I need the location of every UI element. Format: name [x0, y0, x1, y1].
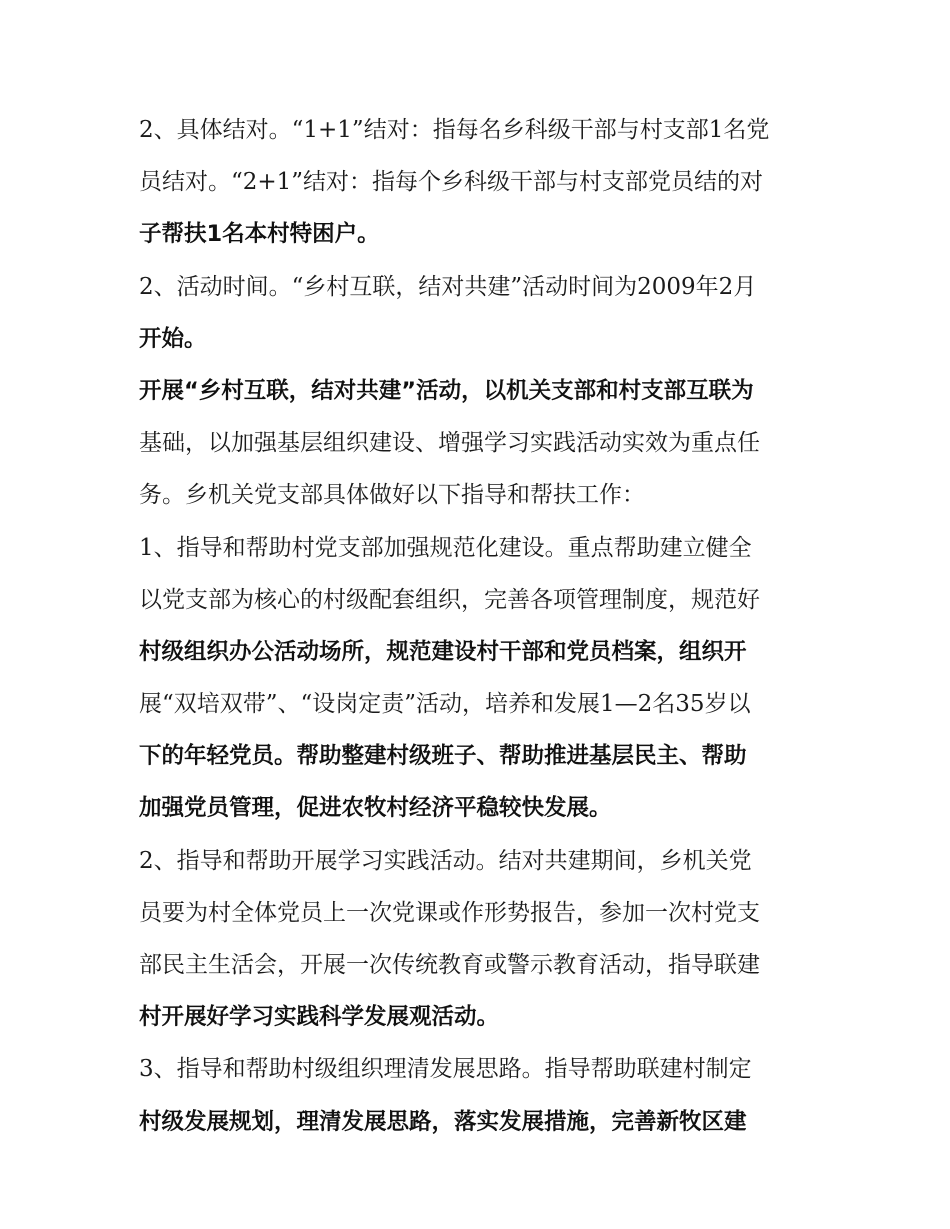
text-line: 部民主生活会，开展一次传统教育或警示教育活动，指导联建 [139, 952, 760, 978]
text-line: 村开展好学习实践科学发展观活动。 [139, 1004, 500, 1031]
text-line: 子帮扶1名本村特困户。 [139, 221, 380, 248]
text-line: 1、指导和帮助村党支部加强规范化建设。重点帮助建立健全 [139, 534, 752, 561]
text-line: 村级发展规划，理清发展思路，落实发展措施，完善新牧区建 [139, 1108, 747, 1135]
text-line: 务。乡机关党支部具体做好以下指导和帮扶工作： [139, 482, 645, 509]
text-line: 2、活动时间。“乡村互联，结对共建”活动时间为2009年2月 [139, 273, 757, 300]
text-line: 村级组织办公活动场所，规范建设村干部和党员档案，组织开 [139, 638, 747, 665]
text-line: 基础，以加强基层组织建设、增强学习实践活动实效为重点任 [139, 430, 760, 457]
text-line: 展“双培双带”、“设岗定责”活动，培养和发展1—2名35岁以 [139, 691, 751, 718]
text-line: 3、指导和帮助村级组织理清发展思路。指导帮助联建村制定 [139, 1056, 752, 1083]
text-line: 以党支部为核心的村级配套组织，完善各项管理制度，规范好 [139, 586, 760, 613]
text-line: 2、指导和帮助开展学习实践活动。结对共建期间，乡机关党 [139, 847, 752, 874]
text-line: 员要为村全体党员上一次党课或作形势报告，参加一次村党支 [139, 899, 760, 926]
text-line: 员结对。“2+1”结对：指每个乡科级干部与村支部党员结的对 [139, 169, 764, 196]
text-line: 开始。 [139, 325, 207, 352]
text-line: 开展“乡村互联，结对共建”活动，以机关支部和村支部互联为 [139, 377, 754, 404]
text-line: 下的年轻党员。帮助整建村级班子、帮助推进基层民主、帮助 [139, 743, 747, 770]
text-line: 加强党员管理，促进农牧村经济平稳较快发展。 [139, 795, 612, 822]
document-body [139, 104, 819, 1148]
text-line: 2、具体结对。“1+1”结对：指每名乡科级干部与村支部1名党 [139, 117, 770, 143]
